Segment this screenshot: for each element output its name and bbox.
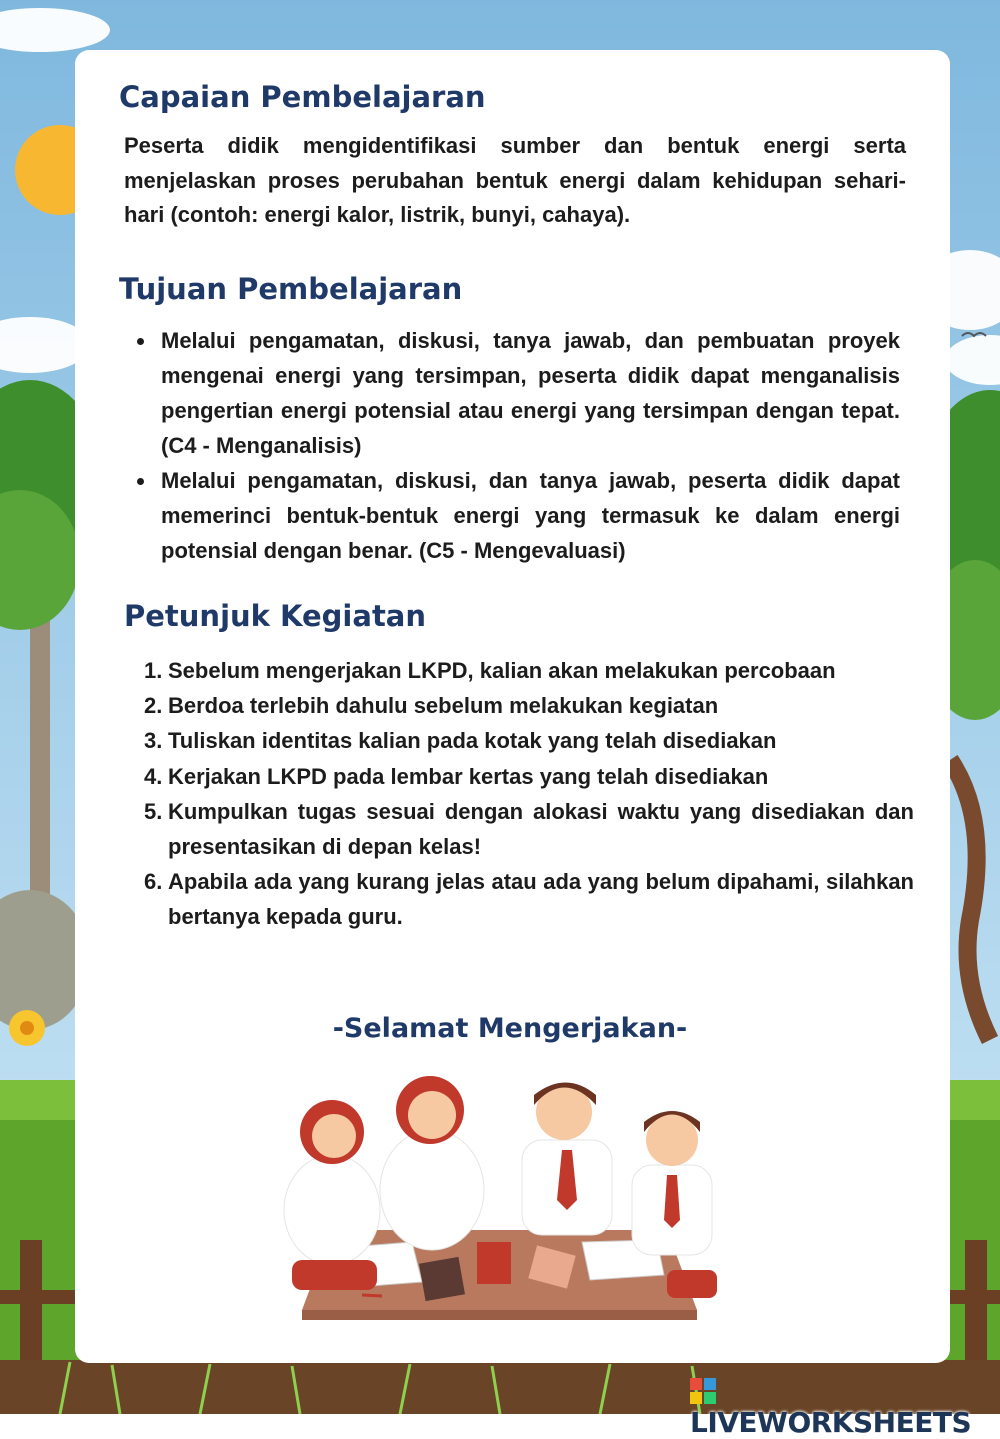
tujuan-heading: Tujuan Pembelajaran bbox=[119, 272, 463, 306]
petunjuk-step: 3. Tuliskan identitas kalian pada kotak yang telah disediakan bbox=[144, 728, 777, 754]
liveworksheets-logo bbox=[690, 1373, 1000, 1439]
petunjuk-step: 5. Kumpulkan tugas sesuai dengan alokasi waktu yang disediakan dan presentasikan di depan kelas! bbox=[144, 798, 914, 860]
closing-text: -Selamat Mengerjakan- bbox=[332, 1013, 688, 1044]
petunjuk-step: 4. Kerjakan LKPD pada lembar kertas yang telah disediakan bbox=[144, 763, 769, 789]
liveworksheets-wordmark: LIVEWORKSHEETS bbox=[690, 1406, 972, 1439]
liveworksheets-logo-icon bbox=[690, 1378, 716, 1404]
petunjuk-step: 1. Sebelum mengerjakan LKPD, kalian akan melakukan percobaan bbox=[144, 658, 836, 683]
flower-icon bbox=[9, 1010, 45, 1046]
bullet-icon bbox=[137, 338, 144, 345]
capaian-text: Peserta didik mengidentifikasi sumber dan bentuk energi serta menjelaskan proses perubahan bentuk energi dalam kehidupan sehari-hari (contoh: energi kalor, listrik, bunyi, cahaya). bbox=[124, 133, 906, 227]
petunjuk-heading: Petunjuk Kegiatan bbox=[124, 599, 427, 633]
petunjuk-list bbox=[124, 653, 914, 935]
tujuan-list bbox=[124, 323, 900, 568]
tujuan-item: Melalui pengamatan, diskusi, dan tanya jawab, peserta didik dapat memerinci bentuk-bentuk energi yang termasuk ke dalam energi potensial dengan benar. (C5 - Mengevaluasi) bbox=[124, 463, 900, 568]
tujuan-item: Melalui pengamatan, diskusi, tanya jawab, dan pembuatan proyek mengenai energi yang tersimpan, peserta didik dapat menganalisis pengertian energi potensial atau energi yang tersimpan dengan tepat. (C4 - Menganalisis) bbox=[124, 323, 900, 463]
petunjuk-step: 2. Berdoa terlebih dahulu sebelum melakukan kegiatan bbox=[144, 693, 719, 719]
students-studying-illustration bbox=[272, 1070, 722, 1325]
capaian-heading: Capaian Pembelajaran bbox=[119, 80, 486, 114]
bullet-icon bbox=[137, 478, 144, 485]
petunjuk-step: 6. Apabila ada yang kurang jelas atau ada yang belum dipahami, silahkan bertanya kepada guru. bbox=[144, 869, 914, 930]
